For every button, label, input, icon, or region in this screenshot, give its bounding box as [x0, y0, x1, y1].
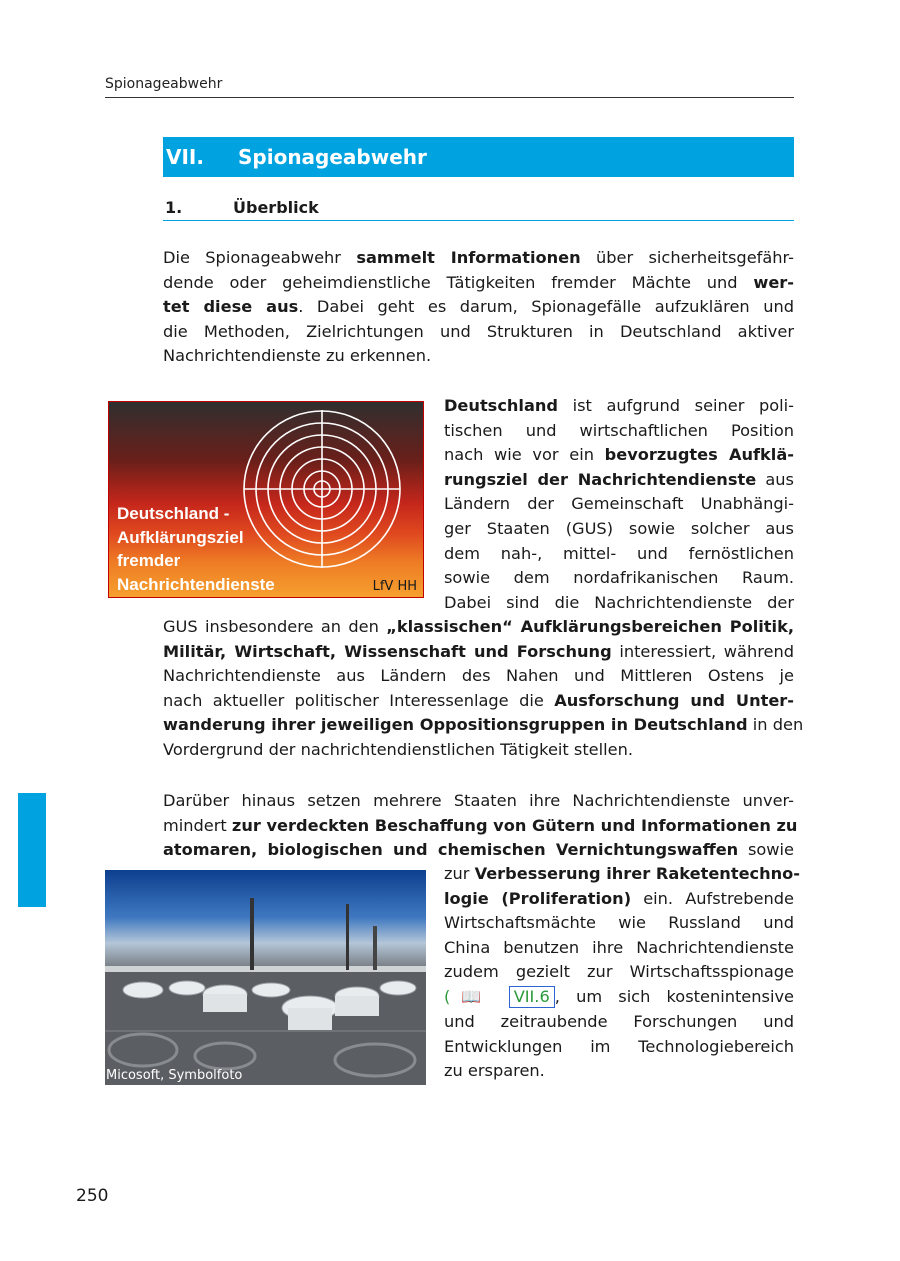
text-line [163, 271, 794, 296]
bold-text: Ausforschung und Unter- [554, 690, 795, 710]
text-run: Dabei sind die Nachrichtendienste der [444, 592, 794, 612]
text-run: mindert [163, 815, 232, 835]
text-line [163, 789, 794, 814]
text-run: Die Spionageabwehr [163, 248, 357, 267]
figure-credit: LfV HH [372, 579, 417, 594]
bold-text: „klassischen“ Aufklärungsbereichen Politik, [386, 617, 794, 636]
text-run: sowie dem nordafrikanischen Raum. [444, 568, 794, 588]
book-icon: 📖 [450, 987, 493, 1006]
text-run: sowie [738, 840, 794, 860]
text-run: Nachrichtendienste zu erkennen. [163, 346, 432, 366]
bold-text: logie (Proliferation) [444, 888, 632, 908]
paragraph-intro [163, 246, 794, 369]
text-run: GUS insbesondere an den [163, 617, 387, 636]
reference-line [444, 985, 794, 1010]
text-line [444, 492, 794, 517]
figure-caption [117, 502, 275, 596]
bold-text: Militär, Wirtschaft, Wissenschaft und Forschung [163, 641, 612, 661]
text-line [444, 1059, 794, 1084]
text-line [163, 640, 794, 665]
paragraph-germany-target [444, 394, 794, 615]
text-run: nach wie vor ein [444, 445, 605, 465]
chapter-number: VII. [166, 145, 204, 169]
bold-text: Verbesserung ihrer Raketentechno- [474, 864, 801, 883]
text-line [163, 295, 794, 320]
text-line [444, 443, 794, 468]
text-line [163, 320, 794, 345]
caption-line: Nachrichtendienste [117, 574, 275, 594]
bold-text: bevorzugtes Aufklä- [604, 445, 794, 465]
text-line [163, 615, 794, 640]
bold-text: wer- [753, 272, 794, 292]
text-run: dem nah-, mittel- und fernöstlichen [444, 543, 794, 563]
text-line [444, 887, 794, 912]
text-line [163, 838, 794, 863]
paragraph-proliferation [163, 789, 798, 863]
text-run: Vordergrund der nachrichtendienstlichen Tätigkeit stellen. [163, 739, 633, 759]
ref-after-text: , um sich kostenintensive [554, 987, 794, 1006]
bold-text: Deutschland [444, 396, 559, 415]
text-line [163, 738, 794, 763]
text-line [444, 936, 794, 961]
text-run: interessiert, während [611, 641, 794, 661]
text-run: dende oder geheimdienstliche Tätigkeiten fremder Mächte und [163, 272, 754, 292]
text-run: Ländern der Gemeinschaft Unabhängi- [444, 494, 794, 514]
caption-line: Deutschland - [117, 504, 230, 523]
figure-target [108, 401, 424, 598]
text-run: ger Staaten (GUS) sowie solcher aus [444, 518, 794, 538]
chapter-side-tab [18, 793, 46, 907]
text-line [163, 814, 798, 839]
text-run: Darüber hinaus setzen mehrere Staaten ihre Nachrichtendienste unver- [163, 791, 794, 810]
text-run: zu ersparen. [444, 1061, 545, 1081]
text-line [444, 1010, 794, 1035]
text-line [444, 911, 794, 936]
bold-text: wanderung ihrer jeweiligen Oppositionsgruppen in Deutschland [163, 715, 748, 735]
text-run: nach aktueller politischer Interessenlage die [163, 690, 555, 710]
text-run: aus [756, 469, 794, 489]
text-run: in den [747, 715, 804, 735]
text-line [444, 862, 801, 887]
chapter-heading [163, 137, 794, 177]
text-run: die Methoden, Zielrichtungen und Strukturen in Deutschland aktiver [163, 321, 794, 341]
bold-text: zur verdeckten Beschaffung von Gütern und Informationen zu [231, 815, 798, 835]
bold-text: rungsziel der Nachrichtendienste [444, 469, 757, 489]
text-line [444, 1035, 794, 1060]
text-run: Wirtschaftsmächte wie Russland und [444, 913, 794, 933]
text-run: ein. Aufstrebende [631, 888, 794, 908]
text-run: China benutzen ihre Nachrichtendienste [444, 937, 794, 957]
text-line [163, 689, 794, 714]
figure-industrial-photo [105, 870, 426, 1085]
text-run: Nachrichtendienste aus Ländern des Nahen und Mittleren Ostens je [163, 666, 794, 686]
caption-line: Aufklärungsziel [117, 527, 244, 547]
bold-text: tet diese aus [163, 297, 299, 317]
page-number: 250 [76, 1186, 109, 1206]
text-line [163, 246, 794, 271]
text-run: ist aufgrund seiner poli- [558, 396, 794, 415]
section-number: 1. [165, 198, 183, 217]
text-run: zur [444, 864, 475, 883]
bold-text: atomaren, biologischen und chemischen Vernichtungswaffen [163, 840, 739, 860]
text-line [163, 713, 804, 738]
industrial-plant-photo [105, 870, 426, 1085]
text-line [444, 394, 794, 419]
text-run: Entwicklungen im Technologiebereich [444, 1036, 794, 1056]
text-line [444, 566, 794, 591]
section-heading [163, 196, 794, 221]
cross-reference-link[interactable]: VII.6 [509, 986, 555, 1008]
text-line [444, 542, 794, 567]
text-line [444, 419, 794, 444]
text-run: über sicherheitsgefähr- [580, 248, 794, 267]
text-line [444, 517, 794, 542]
text-run: zudem gezielt zur Wirtschaftsspionage [444, 962, 794, 982]
chapter-title: Spionageabwehr [238, 145, 427, 169]
text-run: und zeitraubende Forschungen und [444, 1012, 794, 1031]
section-title: Überblick [233, 198, 319, 217]
ref-open-paren: ( [444, 987, 451, 1006]
text-line [444, 960, 794, 985]
text-run: . Dabei geht es darum, Spionagefälle aufzuklären und [298, 297, 794, 317]
paragraph-proliferation-continued [444, 862, 801, 985]
paragraph-gus [163, 615, 804, 763]
running-header [105, 76, 794, 98]
paragraph-proliferation-end [444, 1010, 794, 1084]
caption-line: fremder [117, 551, 181, 570]
text-line [444, 985, 794, 1010]
text-line [444, 468, 794, 493]
text-run: tischen und wirtschaftlichen Position [444, 420, 794, 440]
text-line [163, 664, 794, 689]
bold-text: sammelt Informationen [356, 248, 581, 267]
text-line [444, 591, 794, 616]
photo-credit: Micosoft, Symbolfoto [106, 1068, 243, 1083]
text-line [163, 344, 794, 369]
running-header-title: Spionageabwehr [105, 76, 223, 92]
